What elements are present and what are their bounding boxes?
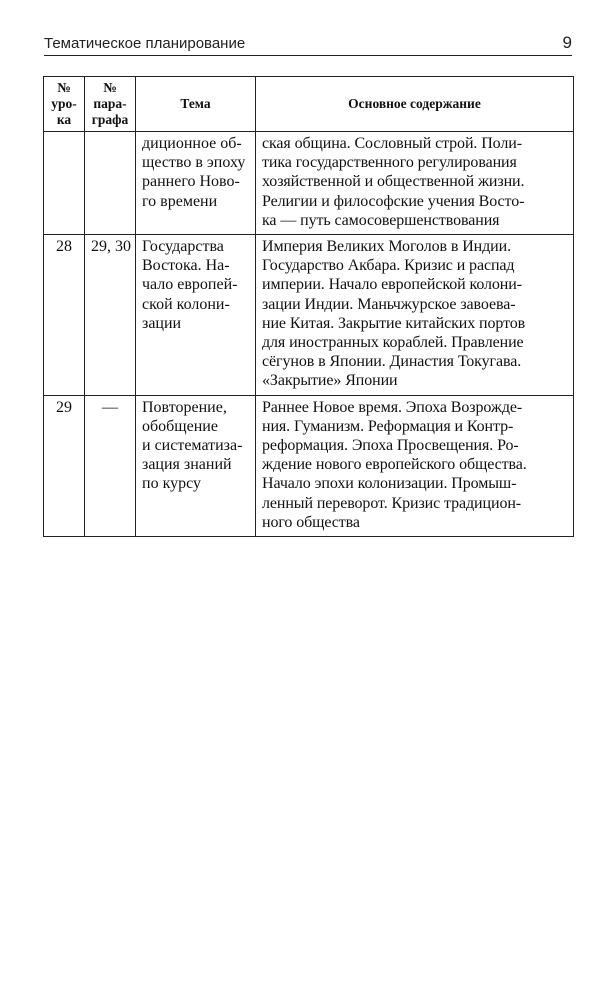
table-row bbox=[44, 132, 574, 235]
topic-cell: Повторение, обобщение и систематиза- зация знаний по курсу bbox=[136, 395, 256, 536]
thematic-plan-table bbox=[43, 76, 574, 537]
paragraph-number-cell: 29, 30 bbox=[85, 235, 136, 396]
topic-cell: Государства Востока. На- чало европей- ской колони- зации bbox=[136, 235, 256, 396]
content-cell: Империя Великих Моголов в Индии. Государство Акбара. Кризис и распад империи. Начало европейской колони- зации Индии. Маньчжурское завоева- ние Китая. Закрытие китайских портов для иностранных кораблей. Правление сёгунов в Японии. Династия Токугава. «Закрытие» Японии bbox=[256, 235, 574, 396]
header-topic: Тема bbox=[136, 77, 256, 132]
topic-cell: диционное об- щество в эпоху раннего Ново- го времени bbox=[136, 132, 256, 235]
header-paragraph-number: № пара- графа bbox=[85, 77, 136, 132]
page-number: 9 bbox=[562, 33, 572, 52]
lesson-number-cell: 29 bbox=[44, 395, 85, 536]
header-lesson-number: № уро- ка bbox=[44, 77, 85, 132]
table-row bbox=[44, 235, 574, 396]
table-row bbox=[44, 395, 574, 536]
header-rule bbox=[44, 55, 572, 56]
page-header bbox=[44, 33, 572, 55]
paragraph-number-cell bbox=[85, 132, 136, 235]
header-content: Основное содержание bbox=[256, 77, 574, 132]
content-cell: ская община. Сословный строй. Поли- тика государственного регулирования хозяйственной и общественной жизни. Религии и философские учения Восто- ка — путь самосовершенствования bbox=[256, 132, 574, 235]
lesson-number-cell bbox=[44, 132, 85, 235]
running-title: Тематическое планирование bbox=[44, 35, 246, 52]
content-cell: Раннее Новое время. Эпоха Возрожде- ния. Гуманизм. Реформация и Контр- реформация. Эпоха Просвещения. Ро- ждение нового европейского общества. Начало эпохи колонизации. Промыш- ленный переворот. Кризис традицион- ного общества bbox=[256, 395, 574, 536]
table-header-row bbox=[44, 77, 574, 132]
lesson-number-cell: 28 bbox=[44, 235, 85, 396]
paragraph-number-cell: — bbox=[85, 395, 136, 536]
